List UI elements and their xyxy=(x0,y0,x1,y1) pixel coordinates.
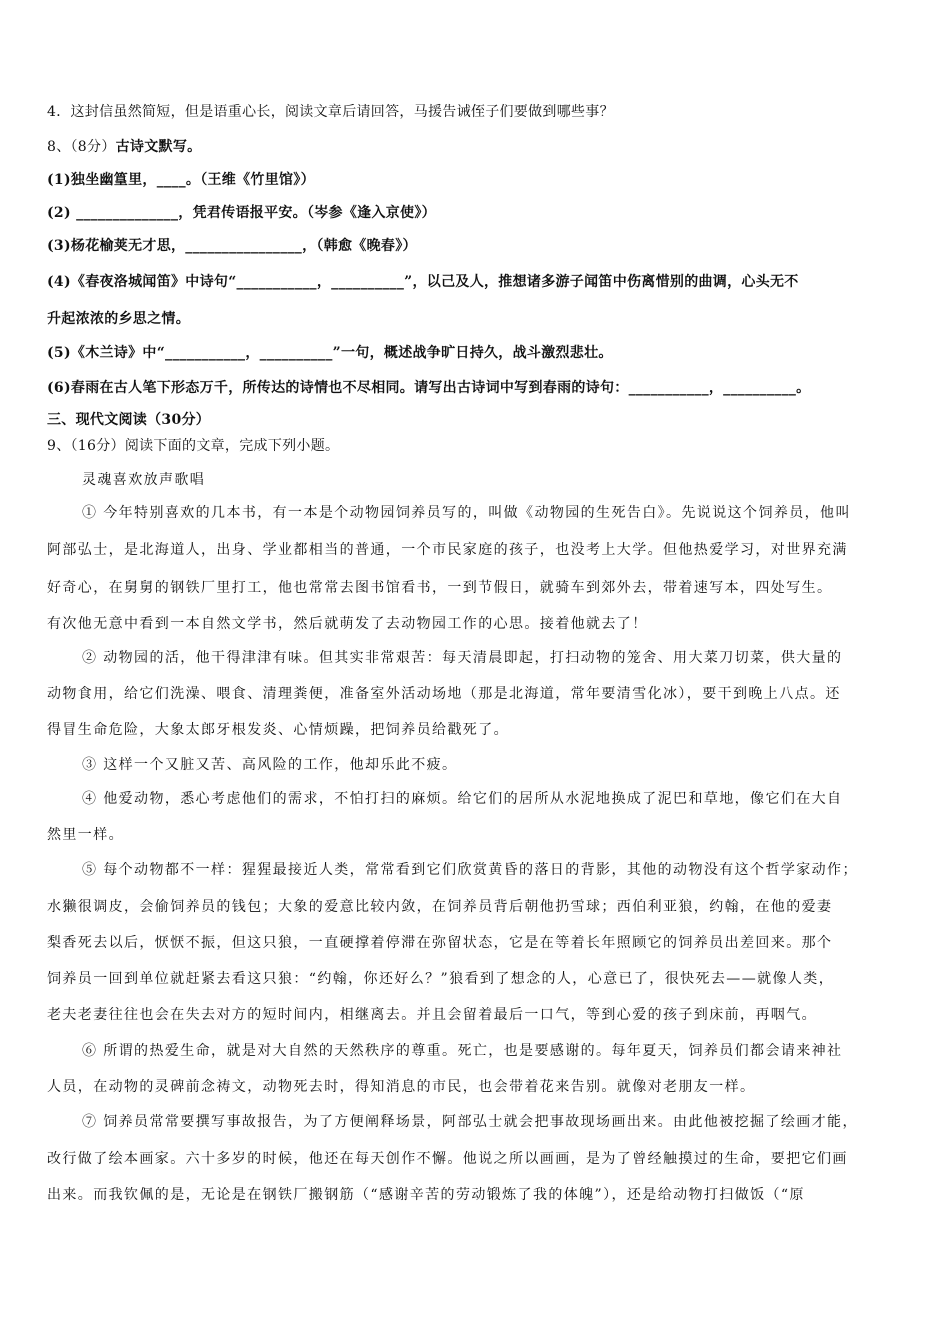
question-9-text: 阅读下面的文章，完成下列小题。 xyxy=(124,438,340,454)
q8-item-1: (1)独坐幽篁里，____。（王维《竹里馆》） xyxy=(47,172,315,188)
q8-item-3: (3)杨花榆荚无才思，________________，（韩愈《晚春》） xyxy=(47,238,417,254)
question-8-heading xyxy=(47,137,201,157)
q8-item-4-cont: 升起浓浓的乡思之情。 xyxy=(47,311,190,327)
question-9-heading xyxy=(47,436,339,456)
article-line: 阿部弘士，是北海道人，出身、学业都相当的普通，一个市民家庭的孩子，也没考上大学。但他热爱学习，对世界充满 xyxy=(47,542,848,558)
article-line: 梨香死去以后，恹恹不振，但这只狼，一直硬撑着停滞在弥留状态，它是在等着长年照顾它的饲养员出差回来。那个 xyxy=(47,935,833,951)
question-9-prefix: 9、（16分） xyxy=(47,438,125,454)
article-line: ④ 他爱动物，悉心考虑他们的需求，不怕打扫的麻烦。给它们的居所从水泥地换成了泥巴和草地，像它们在大自 xyxy=(82,791,843,807)
article-title: 灵魂喜欢放声歌唱 xyxy=(82,472,206,488)
article-line: 有次他无意中看到一本自然文学书，然后就萌发了去动物园工作的心思。接着他就去了！ xyxy=(47,616,648,632)
article-line: 动物食用，给它们洗澡、喂食、清理粪便，准备室外活动场地（那是北海道，常年要清雪化冰），要干到晚上八点。还 xyxy=(47,686,841,702)
article-line: 老夫老妻往往也会在失去对方的短时间内，相继离去。并且会留着最后一口气，等到心爱的孩子到床前，再咽气。 xyxy=(47,1007,817,1023)
article-line: ① 今年特别喜欢的几本书，有一本是个动物园饲养员写的，叫做《动物园的生死告白》。先说说这个饲养员，他叫 xyxy=(82,505,851,521)
article-line: 饲养员一回到单位就赶紧去看这只狼：“约翰，你还好么？”狼看到了想念的人，心意已了，很快死去——就像人类， xyxy=(47,971,835,987)
article-line: 得冒生命危险，大象太郎牙根发炎、心情烦躁，把饲养员给戳死了。 xyxy=(47,722,509,738)
q8-item-6: (6)春雨在古人笔下形态万千，所传达的诗情也不尽相同。请写出古诗词中写到春雨的诗句：___________，__________。 xyxy=(47,380,811,396)
article-line: 人员，在动物的灵碑前念祷文，动物死去时，得知消息的市民，也会带着花来告别。就像对老朋友一样。 xyxy=(47,1079,756,1095)
article-line: 水獭很调皮，会偷饲养员的钱包；大象的爱意比较内敛，在饲养员背后朝他扔雪球；西伯利亚狼，约翰，在他的爱妻 xyxy=(47,899,833,915)
section-3-heading: 三、现代文阅读（30分） xyxy=(47,412,211,428)
article-line: ③ 这样一个又脏又苦、高风险的工作，他却乐此不疲。 xyxy=(82,757,458,773)
question-8-prefix: 8、（8分） xyxy=(47,139,116,155)
q8-item-4: (4)《春夜洛城闻笛》中诗句“___________，__________”，以己及人，推想诸多游子闻笛中伤离惜别的曲调，心头无不 xyxy=(47,274,799,290)
article-line: ⑤ 每个动物都不一样：猩猩最接近人类，常常看到它们欣赏黄昏的落日的背影，其他的动物没有这个哲学家动作； xyxy=(82,862,858,878)
article-line: ⑥ 所谓的热爱生命，就是对大自然的天然秩序的尊重。死亡，也是要感谢的。每年夏天，饲养员们都会请来神社 xyxy=(82,1043,843,1059)
article-line: 好奇心，在舅舅的钢铁厂里打工，他也常常去图书馆看书，一到节假日，就骑车到郊外去，带着速写本，四处写生。 xyxy=(47,580,833,596)
question-8-title: 古诗文默写。 xyxy=(115,139,202,155)
q8-item-5: (5)《木兰诗》中“___________，__________”一句，概述战争旷日持久，战斗激烈悲壮。 xyxy=(47,345,613,361)
article-line: 出来。而我钦佩的是，无论是在钢铁厂搬钢筋（“感谢辛苦的劳动锻炼了我的体魄”），还是给动物打扫做饭（“原 xyxy=(47,1187,805,1203)
article-line: 改行做了绘本画家。六十多岁的时候，他还在每天创作不懈。他说之所以画画，是为了曾经触摸过的生命，要把它们画 xyxy=(47,1151,848,1167)
article-line: ② 动物园的活，他干得津津有味。但其实非常艰苦：每天清晨即起，打扫动物的笼舍、用大菜刀切菜，供大量的 xyxy=(82,650,843,666)
q8-item-2: (2) ______________，凭君传语报平安。（岑参《逢入京使》） xyxy=(47,205,436,221)
article-line: ⑦ 饲养员常常要撰写事故报告，为了方便阐释场景，阿部弘士就会把事故现场画出来。由此他被挖掘了绘画才能， xyxy=(82,1114,858,1130)
article-line: 然里一样。 xyxy=(47,827,124,843)
question-4: 4．这封信虽然简短，但是语重心长，阅读文章后请回答，马援告诫侄子们要做到哪些事？ xyxy=(47,104,614,120)
